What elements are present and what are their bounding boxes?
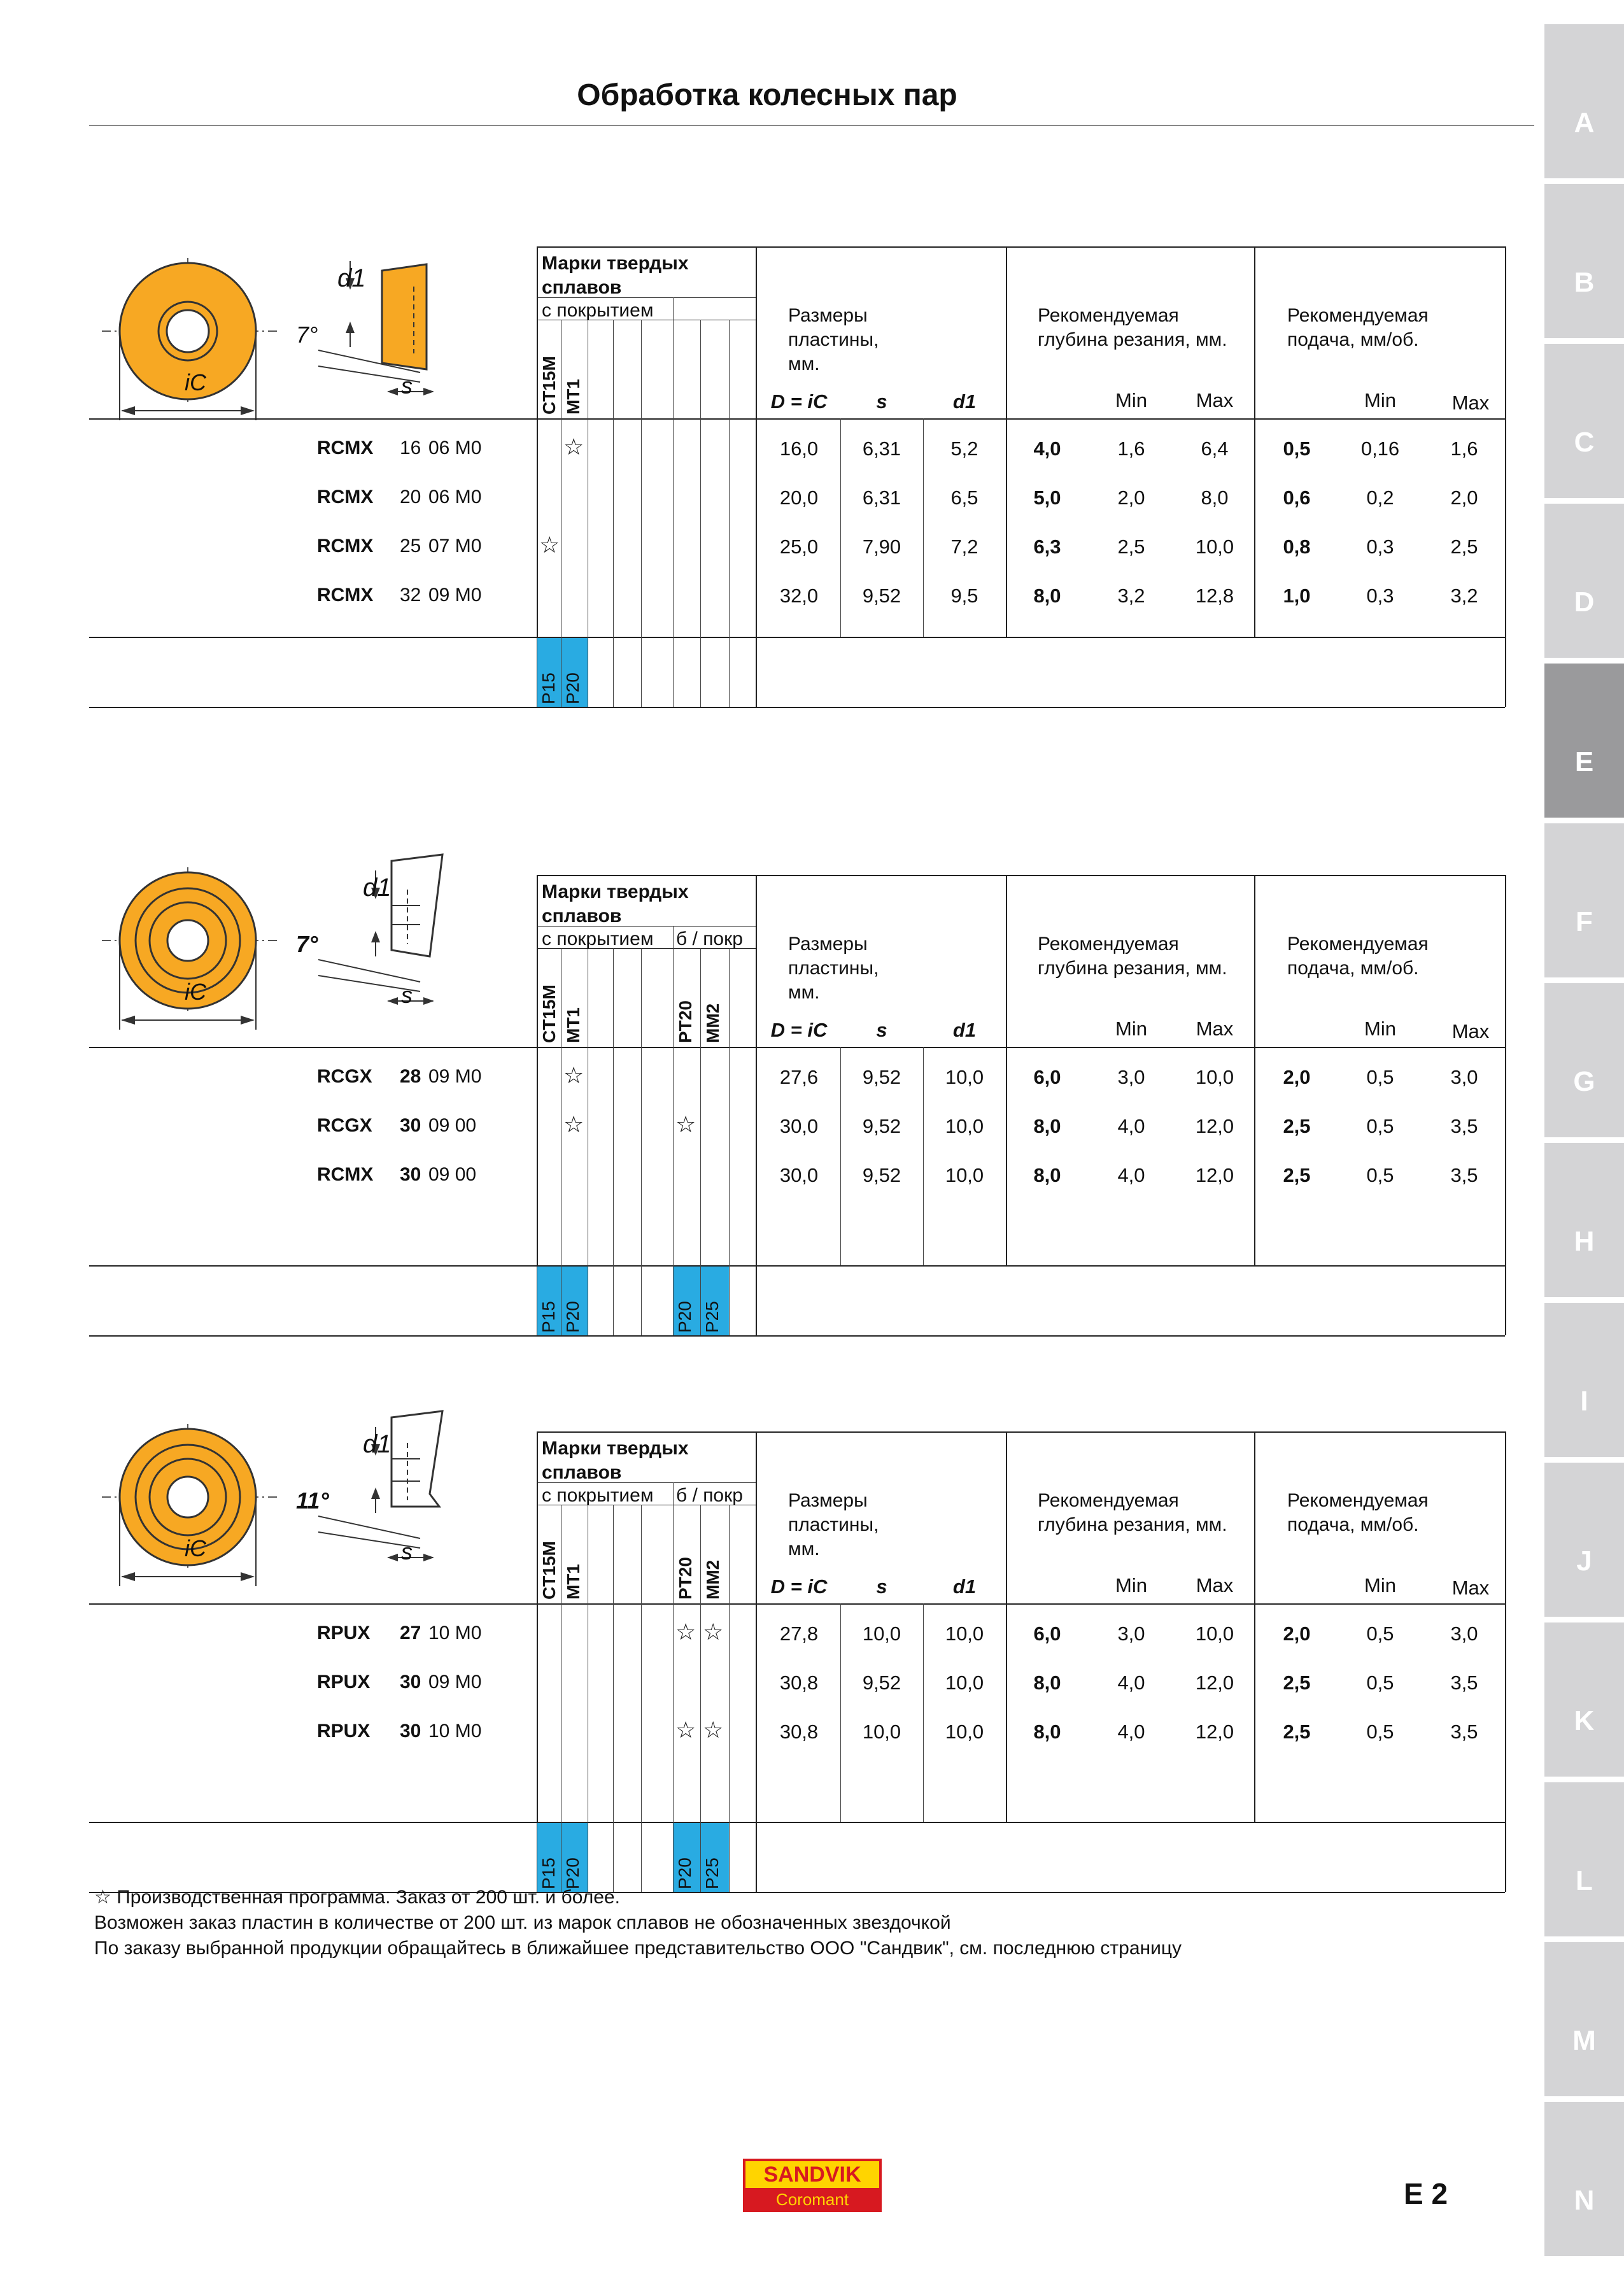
cell-s: 7,90 [862,536,901,558]
table-rule [729,1505,730,1892]
cell-ap-max: 6,4 [1201,437,1229,460]
cell-ap: 8,0 [1033,1721,1061,1743]
insert-size-b: 06 M0 [428,437,482,458]
tab-label: G [1573,1066,1595,1097]
tab-f[interactable] [1544,823,1624,977]
cell-s: 6,31 [862,486,901,509]
insert-size-b: 10 M0 [428,1622,482,1644]
tab-i[interactable] [1544,1303,1624,1457]
star-icon: ☆ [675,1717,696,1743]
table-rule [923,1603,924,1822]
grade-mt1: MT1 [563,379,583,415]
cell-f-min: 0,5 [1366,1672,1394,1694]
cell-f-max: 3,0 [1450,1622,1478,1645]
insert-code: RCMX [317,486,374,508]
grade-pt20: PT20 [675,1557,695,1600]
table-rule [673,297,674,707]
cell-ap-max: 10,0 [1195,536,1234,558]
table-rule [89,637,1505,638]
col-s-heading: s [876,390,887,413]
insert-code: RCMX [317,585,374,606]
cell-f-max: 3,5 [1450,1115,1478,1137]
grade-mm2: MM2 [703,1559,723,1600]
cell-ap-min: 4,0 [1117,1164,1145,1186]
tab-label: L [1576,1865,1593,1896]
table-rule [1006,1431,1007,1822]
dim-label-s: s [401,373,413,399]
cell-f-max: 1,6 [1450,437,1478,460]
col-d-ic-heading: D = iC [770,1019,828,1041]
table-rule [1505,1431,1506,1892]
cell-f: 0,8 [1283,536,1311,558]
cell-d1: 10,0 [945,1066,984,1088]
depth-max-heading: Max [1196,1018,1234,1040]
cell-s: 9,52 [862,585,901,607]
tab-label: K [1574,1705,1595,1736]
iso-label: P25 [702,1301,722,1333]
dim-label-d1: d1 [363,1430,392,1458]
dim-label-angle: 11° [296,1487,329,1514]
table-rule [923,418,924,637]
table-rule [89,418,1505,420]
grade-mm2: MM2 [703,1003,723,1043]
insert-size-a: 32 [400,585,421,606]
iso-label: P20 [675,1301,695,1333]
insert-size-a: 27 [400,1622,421,1644]
insert-code: RCMX [317,437,374,458]
table-rule [89,1047,1505,1048]
tab-h[interactable] [1544,1143,1624,1297]
depth-header: Рекомендуемая глубина резания, мм. [1038,1490,1227,1535]
dims-header: Размеры пластины, мм. [788,305,879,374]
col-d-ic-heading: D = iC [770,390,828,413]
grade-mt1: MT1 [563,1564,583,1600]
tab-l[interactable] [1544,1782,1624,1936]
coated-header: с покрытием [542,928,654,949]
cell-D: 16,0 [779,437,819,460]
col-s-heading: s [876,1019,887,1041]
cell-s: 9,52 [862,1066,901,1088]
cell-f: 2,5 [1283,1721,1311,1743]
cell-f-min: 0,5 [1366,1721,1394,1743]
table-rule [613,320,614,707]
feed-header: Рекомендуемая подача, мм/об. [1287,1490,1429,1535]
cell-d1: 5,2 [950,437,978,460]
cell-ap-min: 4,0 [1117,1672,1145,1694]
cell-ap: 6,0 [1033,1622,1061,1645]
cell-D: 30,8 [779,1721,819,1743]
cell-ap-min: 3,0 [1117,1066,1145,1088]
cell-s: 9,52 [862,1164,901,1186]
table-rule [1505,875,1506,1335]
feed-header: Рекомендуемая подача, мм/об. [1287,934,1429,979]
cell-ap-max: 12,0 [1195,1672,1234,1694]
star-icon: ☆ [539,532,560,558]
cell-f: 0,5 [1283,437,1311,460]
insert-code: RPUX [317,1622,371,1644]
tab-label: D [1574,586,1595,618]
dim-label-d1: d1 [337,264,366,292]
insert-size-a: 28 [400,1066,421,1087]
title-divider [89,125,1534,126]
dim-label-d1: d1 [363,874,392,902]
cell-ap-min: 2,5 [1117,536,1145,558]
insert-drawing-svg [89,239,497,436]
table-rule [1254,875,1255,1265]
insert-size-b: 09 00 [428,1115,477,1136]
uncoated-header: б / покр [676,1485,743,1506]
table-rule [840,1047,841,1265]
cell-D: 32,0 [779,585,819,607]
col-d1-heading: d1 [952,1019,977,1041]
col-d1-heading: d1 [952,390,977,413]
footnotes [94,1885,1182,1961]
insert-size-b: 09 M0 [428,585,482,606]
feed-min-heading: Min [1364,1018,1396,1040]
feed-min-heading: Min [1364,389,1396,411]
tab-label: F [1576,906,1593,937]
star-icon: ☆ [703,1717,724,1743]
dims-header: Размеры пластины, мм. [788,1490,879,1559]
star-icon: ☆ [675,1619,696,1645]
tab-b[interactable] [1544,184,1624,338]
cell-ap: 6,3 [1033,536,1061,558]
cell-f: 2,0 [1283,1066,1311,1088]
insert-hole [167,310,209,352]
grade-mt1: MT1 [563,1007,583,1043]
dim-label-ic: iC [185,1535,206,1561]
cell-d1: 10,0 [945,1622,984,1645]
insert-size-b: 09 M0 [428,1672,482,1693]
depth-header: Рекомендуемая глубина резания, мм. [1038,305,1227,350]
table-rule [537,246,1505,248]
cell-f-min: 0,2 [1366,486,1394,509]
insert-drawing-svg [89,848,497,1046]
cell-f-min: 0,5 [1366,1164,1394,1186]
cell-f-max: 3,2 [1450,585,1478,607]
tab-label: H [1574,1226,1595,1257]
cell-f-min: 0,5 [1366,1115,1394,1137]
tab-e[interactable] [1544,664,1624,818]
cell-ap-max: 8,0 [1201,486,1229,509]
cell-d1: 10,0 [945,1672,984,1694]
table-rule [729,320,730,707]
table-rule [1006,246,1007,637]
cell-f-max: 3,5 [1450,1721,1478,1743]
table-rule [613,948,614,1335]
table-rule [756,246,757,707]
table-rule [840,1603,841,1822]
table-rule [840,418,841,637]
cell-d1: 7,2 [950,536,978,558]
page-title: Обработка колесных пар [577,78,957,112]
cell-s: 10,0 [862,1721,901,1743]
insert-table-section [0,239,1544,723]
star-icon: ☆ [563,1062,584,1088]
col-d-ic-heading: D = iC [770,1575,828,1598]
grade-pt20: PT20 [675,1000,695,1043]
grades-header: Марки твердых сплавов [542,253,689,298]
cell-ap-min: 1,6 [1117,437,1145,460]
cell-f: 0,6 [1283,486,1311,509]
iso-label: P15 [539,1301,558,1333]
feed-max-heading: Max [1451,1020,1490,1042]
table-rule [537,875,1505,876]
dim-label-ic: iC [185,979,206,1005]
cell-D: 30,8 [779,1672,819,1694]
cell-d1: 10,0 [945,1164,984,1186]
depth-min-heading: Min [1115,1018,1147,1040]
cell-ap-min: 2,0 [1117,486,1145,509]
table-rule [700,320,701,707]
table-rule [641,1505,642,1892]
grade-ct15m: CT15M [539,356,559,415]
feed-max-heading: Max [1451,1577,1490,1599]
insert-size-a: 30 [400,1164,421,1185]
tab-d[interactable] [1544,504,1624,658]
depth-header: Рекомендуемая глубина резания, мм. [1038,934,1227,979]
tab-c[interactable] [1544,344,1624,498]
cell-D: 25,0 [779,536,819,558]
cell-ap-min: 3,2 [1117,585,1145,607]
tab-g[interactable] [1544,983,1624,1137]
iso-label: P20 [563,1301,583,1333]
footnote-line: По заказу выбранной продукции обращайтесь в ближайшее представительство ООО "Сандвик", см. последнюю страницу [94,1938,1182,1959]
grades-header: Марки твердых сплавов [542,881,689,927]
iso-label: P15 [539,1857,558,1889]
depth-max-heading: Max [1196,389,1234,411]
sandvik-logo [743,2159,882,2212]
insert-code: RCMX [317,536,374,557]
cell-ap-max: 12,0 [1195,1164,1234,1186]
cell-f-min: 0,3 [1366,536,1394,558]
table-rule [1254,1431,1255,1822]
insert-hole [167,1477,208,1517]
table-rule [756,1431,757,1892]
insert-code: RCGX [317,1115,372,1136]
cell-ap: 5,0 [1033,486,1061,509]
insert-size-a: 30 [400,1721,421,1742]
insert-size-b: 09 M0 [428,1066,482,1087]
insert-hole [167,920,208,961]
insert-table-section [0,867,1544,1351]
insert-drawing [89,239,497,436]
feed-min-heading: Min [1364,1574,1396,1596]
feed-max-heading: Max [1451,392,1490,414]
cell-f-max: 3,5 [1450,1672,1478,1694]
insert-size-a: 30 [400,1672,421,1693]
cell-D: 30,0 [779,1164,819,1186]
insert-table-section [0,1424,1544,1908]
insert-drawing [89,1405,497,1602]
cell-ap-min: 4,0 [1117,1721,1145,1743]
table-rule [1254,246,1255,637]
cell-D: 27,6 [779,1066,819,1088]
cell-s: 6,31 [862,437,901,460]
table-rule [537,1431,1505,1433]
cell-f: 2,5 [1283,1115,1311,1137]
cell-f: 2,5 [1283,1672,1311,1694]
tab-a[interactable] [1544,24,1624,178]
dims-header: Размеры пластины, мм. [788,934,879,1003]
cell-ap-min: 4,0 [1117,1115,1145,1137]
grade-ct15m: CT15M [539,1541,559,1600]
footnote-line: ☆ Производственная программа. Заказ от 200 шт. и более. [94,1887,620,1908]
cell-ap-max: 12,0 [1195,1721,1234,1743]
cell-ap: 8,0 [1033,1164,1061,1186]
tab-label: M [1572,2025,1596,2056]
tab-label: N [1574,2185,1595,2216]
dim-label-s: s [401,1538,413,1565]
star-icon: ☆ [703,1619,724,1645]
table-rule [1006,875,1007,1265]
cell-d1: 9,5 [950,585,978,607]
tab-label: C [1574,427,1595,458]
cell-f-min: 0,3 [1366,585,1394,607]
cell-ap-max: 10,0 [1195,1066,1234,1088]
tab-label: I [1580,1386,1588,1417]
depth-min-heading: Min [1115,389,1147,411]
table-rule [89,707,1505,708]
iso-label: P20 [675,1857,695,1889]
insert-code: RPUX [317,1721,371,1742]
grades-header: Марки твердых сплавов [542,1438,689,1483]
coated-header: с покрытием [542,300,654,321]
uncoated-header: б / покр [676,928,743,949]
cell-f-max: 2,5 [1450,536,1478,558]
tab-j[interactable] [1544,1463,1624,1617]
cell-ap-min: 3,0 [1117,1622,1145,1645]
cell-f: 2,0 [1283,1622,1311,1645]
cell-ap-max: 12,0 [1195,1115,1234,1137]
insert-size-b: 07 M0 [428,536,482,557]
star-icon: ☆ [675,1111,696,1137]
insert-code: RCMX [317,1164,374,1185]
cell-ap: 6,0 [1033,1066,1061,1088]
table-rule [89,1822,1505,1823]
table-rule [89,1603,1505,1605]
insert-size-a: 30 [400,1115,421,1136]
iso-label: P20 [563,1857,583,1889]
cell-ap: 8,0 [1033,1672,1061,1694]
cell-D: 20,0 [779,486,819,509]
footnote-line: Возможен заказ пластин в количестве от 200 шт. из марок сплавов не обозначенных звездочкой [94,1912,951,1933]
tab-label: A [1574,107,1595,138]
depth-min-heading: Min [1115,1574,1147,1596]
page-number: E 2 [1404,2177,1448,2210]
cell-f-min: 0,16 [1360,437,1400,460]
col-d1-heading: d1 [952,1575,977,1598]
table-rule [89,1335,1505,1337]
tab-label: B [1574,267,1595,298]
tab-k[interactable] [1544,1622,1624,1777]
dim-label-angle: 7° [296,322,318,348]
cell-s: 10,0 [862,1622,901,1645]
insert-size-a: 16 [400,437,421,458]
tab-m[interactable] [1544,1942,1624,2096]
iso-label: P25 [702,1857,722,1889]
table-rule [1505,246,1506,707]
cell-d1: 10,0 [945,1115,984,1137]
cell-f-max: 2,0 [1450,486,1478,509]
insert-code: RCGX [317,1066,372,1087]
cell-f-min: 0,5 [1366,1066,1394,1088]
cell-f-max: 3,0 [1450,1066,1478,1088]
star-icon: ☆ [563,1111,584,1137]
grade-ct15m: CT15M [539,984,559,1043]
logo-brand: SANDVIK [745,2161,879,2188]
cell-ap-max: 10,0 [1195,1622,1234,1645]
table-rule [641,948,642,1335]
cell-d1: 10,0 [945,1721,984,1743]
coated-header: с покрытием [542,1485,654,1506]
cell-D: 27,8 [779,1622,819,1645]
insert-size-b: 06 M0 [428,486,482,508]
cell-ap-max: 12,8 [1195,585,1234,607]
table-rule [729,948,730,1335]
cell-d1: 6,5 [950,486,978,509]
cell-D: 30,0 [779,1115,819,1137]
depth-max-heading: Max [1196,1574,1234,1596]
cell-ap: 8,0 [1033,1115,1061,1137]
table-rule [89,1265,1505,1267]
cell-f: 2,5 [1283,1164,1311,1186]
col-s-heading: s [876,1575,887,1598]
insert-drawing-svg [89,1405,497,1602]
table-rule [613,1505,614,1892]
dim-label-s: s [401,982,413,1008]
tab-n[interactable] [1544,2102,1624,2256]
feed-header: Рекомендуемая подача, мм/об. [1287,305,1429,350]
cell-ap: 8,0 [1033,585,1061,607]
dim-label-ic: iC [185,369,206,395]
cell-s: 9,52 [862,1672,901,1694]
tab-label: E [1574,746,1594,777]
table-rule [641,320,642,707]
logo-subbrand: Coromant [775,2190,849,2209]
dim-label-angle: 7° [296,931,318,957]
insert-size-a: 25 [400,536,421,557]
insert-size-a: 20 [400,486,421,508]
tab-label: J [1576,1545,1592,1577]
cell-f: 1,0 [1283,585,1311,607]
cell-f-min: 0,5 [1366,1622,1394,1645]
insert-code: RPUX [317,1672,371,1693]
cell-ap: 4,0 [1033,437,1061,460]
iso-label: P20 [563,672,583,704]
table-rule [756,875,757,1335]
iso-label: P15 [539,672,558,704]
cell-f-max: 3,5 [1450,1164,1478,1186]
insert-drawing [89,848,497,1046]
cell-s: 9,52 [862,1115,901,1137]
insert-size-b: 10 M0 [428,1721,482,1742]
table-rule [923,1047,924,1265]
star-icon: ☆ [563,434,584,460]
insert-size-b: 09 00 [428,1164,477,1185]
